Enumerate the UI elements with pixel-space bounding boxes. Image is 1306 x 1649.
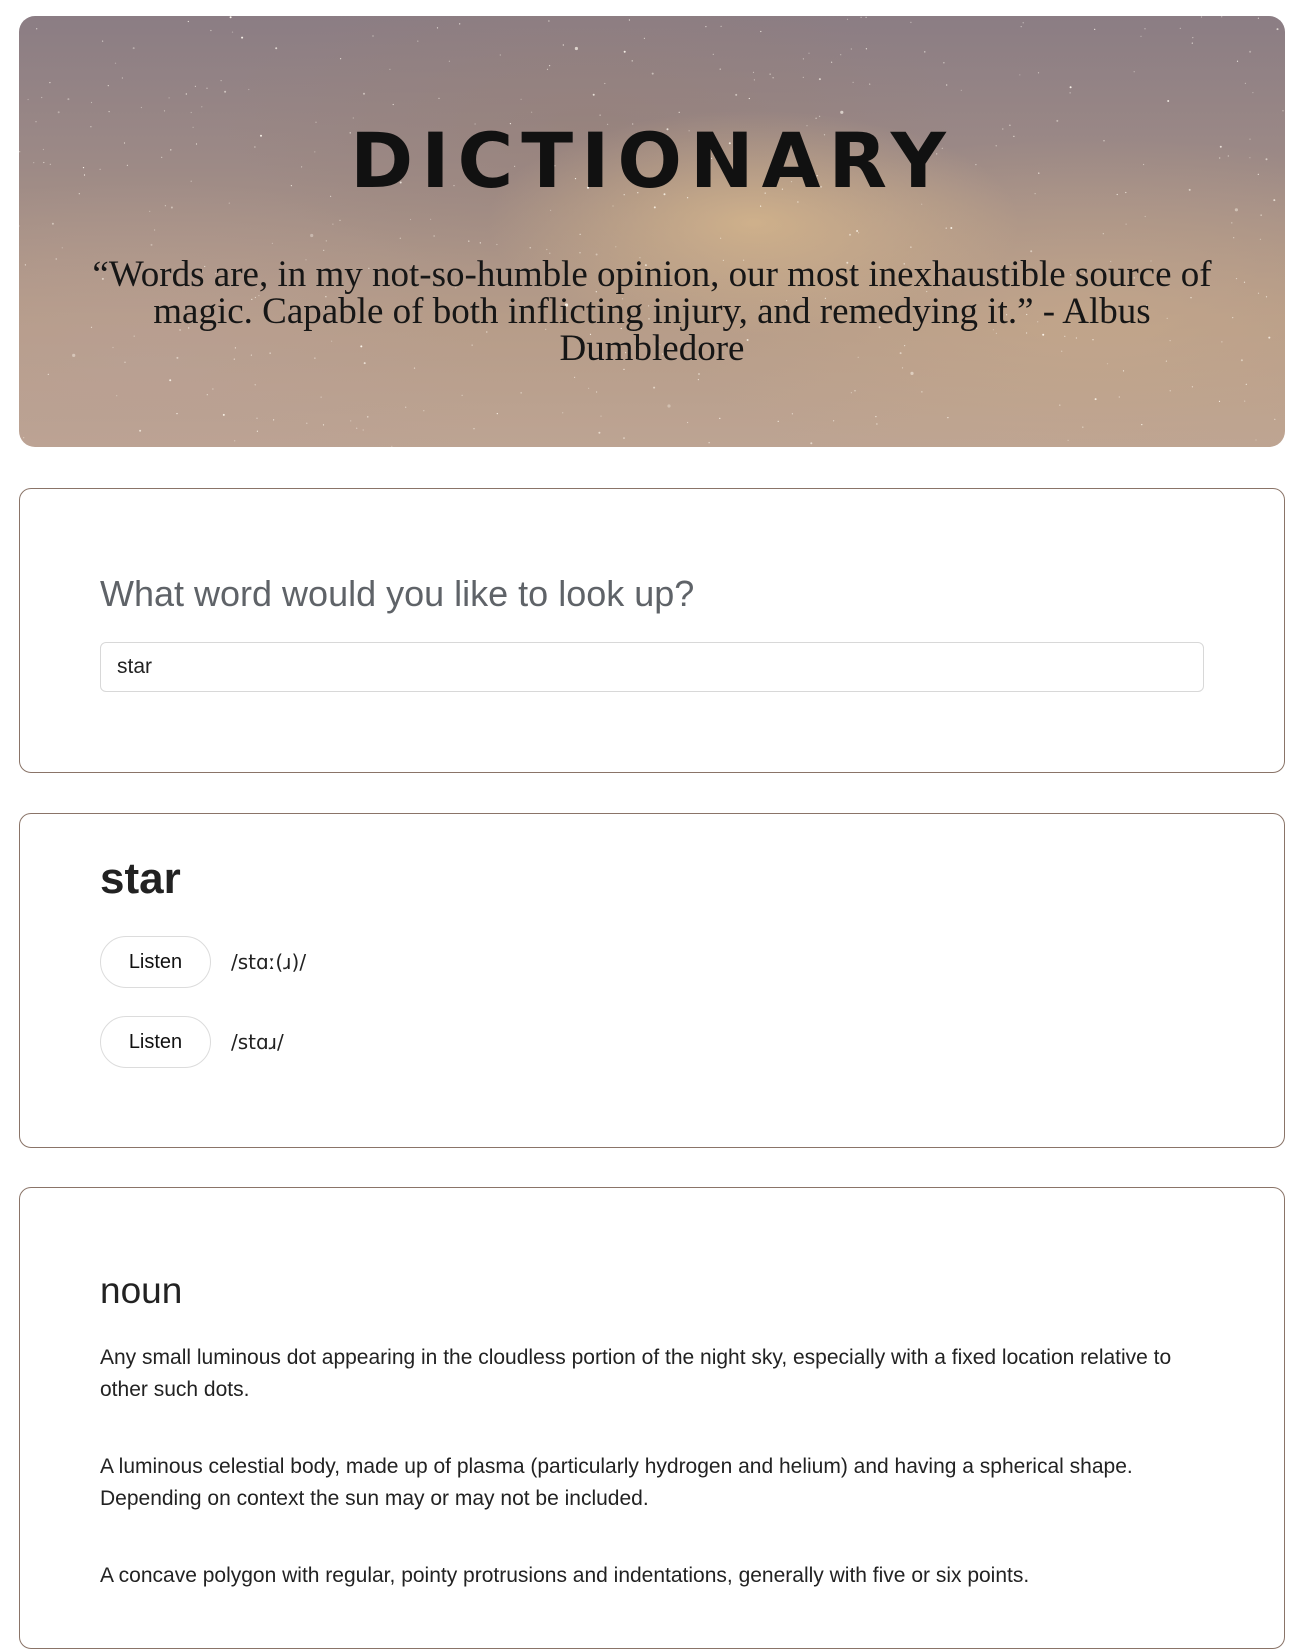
star-dot (310, 234, 313, 237)
star-dot (306, 423, 307, 424)
star-dot (1126, 224, 1127, 225)
star-dot (623, 437, 625, 439)
star-dot (858, 232, 859, 233)
star-dot (563, 44, 564, 45)
star-dot (1070, 86, 1072, 88)
star-dot (705, 26, 706, 27)
star-dot (921, 391, 922, 392)
star-dot (1103, 233, 1104, 234)
star-dot (1192, 37, 1193, 38)
star-dot (1094, 29, 1095, 30)
star-dot (853, 82, 854, 83)
star-dot (363, 429, 364, 430)
star-dot (1059, 405, 1060, 406)
star-dot (257, 431, 258, 432)
star-dot (438, 98, 439, 99)
star-dot (720, 238, 721, 239)
star-dot (1082, 427, 1083, 428)
star-dot (548, 20, 549, 21)
listen-button[interactable]: Listen (100, 1016, 211, 1068)
star-dot (831, 62, 832, 63)
star-dot (367, 416, 368, 417)
star-dot (102, 41, 103, 42)
star-dot (615, 246, 616, 247)
star-dot (115, 63, 116, 64)
star-dot (195, 86, 196, 87)
star-dot (854, 390, 855, 391)
star-dot (679, 112, 680, 113)
star-dot (1219, 401, 1220, 402)
star-dot (151, 244, 153, 246)
star-dot (1038, 72, 1039, 73)
star-dot (1134, 71, 1135, 72)
star-dot (1123, 370, 1124, 371)
star-dot (164, 110, 165, 111)
star-dot (462, 395, 463, 396)
star-dot (221, 80, 222, 81)
star-dot (667, 404, 670, 407)
star-dot (1167, 100, 1169, 102)
search-card (19, 488, 1285, 773)
star-dot (1068, 440, 1069, 441)
star-dot (598, 432, 600, 434)
star-dot (753, 72, 754, 73)
star-dot (212, 388, 213, 389)
star-dot (1237, 61, 1238, 62)
star-dot (875, 416, 876, 417)
star-dot (721, 26, 722, 27)
star-dot (1246, 384, 1247, 385)
star-dot (210, 30, 211, 31)
star-dot (687, 422, 688, 423)
star-dot (430, 219, 431, 220)
star-dot (546, 249, 547, 250)
star-dot (28, 99, 29, 100)
word-card (19, 813, 1285, 1148)
star-dot (410, 219, 411, 220)
star-dot (332, 224, 333, 225)
star-dot (206, 88, 207, 89)
star-dot (393, 104, 394, 105)
star-dot (171, 207, 173, 209)
star-dot (849, 234, 851, 236)
star-dot (56, 258, 57, 259)
star-dot (866, 48, 867, 49)
star-dot (230, 16, 232, 18)
star-dot (735, 94, 737, 96)
star-dot (1245, 83, 1246, 84)
star-dot (1231, 222, 1232, 223)
star-dot (1252, 92, 1253, 93)
star-dot (91, 102, 92, 103)
star-dot (417, 41, 418, 42)
star-dot (1201, 16, 1202, 17)
star-dot (629, 19, 630, 20)
star-dot (851, 48, 852, 49)
star-dot (1030, 250, 1032, 252)
definition: A luminous celestial body, made up of plasma (particularly hydrogen and helium) and having a spherical shape. Depending on context the sun may or may not be included. (100, 1455, 1133, 1510)
star-dot (709, 442, 710, 443)
star-dot (861, 17, 862, 18)
star-dot (910, 372, 913, 375)
part-of-speech: noun (100, 1270, 183, 1311)
star-dot (902, 367, 903, 368)
star-dot (52, 223, 54, 225)
star-dot (116, 395, 117, 396)
starfield-background (19, 16, 1285, 447)
star-dot (363, 93, 365, 95)
star-dot (133, 47, 135, 49)
star-dot (186, 93, 187, 94)
meaning-card (19, 1187, 1285, 1649)
star-dot (232, 32, 233, 33)
star-dot (1244, 401, 1245, 402)
star-dot (1019, 74, 1020, 75)
star-dot (713, 54, 714, 55)
star-dot (808, 53, 809, 54)
star-dot (612, 205, 613, 206)
star-dot (389, 69, 390, 70)
star-dot (792, 413, 793, 414)
star-dot (531, 112, 532, 113)
star-dot (562, 412, 563, 413)
star-dot (326, 240, 327, 241)
star-dot (549, 65, 550, 66)
star-dot (468, 241, 469, 242)
star-dot (521, 99, 522, 100)
star-dot (423, 410, 424, 411)
phonetic-row (100, 1016, 284, 1068)
star-dot (36, 28, 37, 29)
star-dot (188, 21, 189, 22)
star-dot (58, 111, 60, 113)
star-dot (154, 229, 155, 230)
star-dot (207, 394, 208, 395)
star-dot (275, 47, 277, 49)
star-dot (1282, 110, 1283, 111)
star-dot (1235, 208, 1238, 211)
listen-button[interactable]: Listen (100, 936, 211, 988)
star-dot (1221, 16, 1222, 17)
star-dot (720, 69, 721, 70)
star-dot (1233, 237, 1234, 238)
star-dot (241, 37, 243, 39)
star-dot (632, 60, 633, 61)
star-dot (654, 206, 656, 208)
star-dot (698, 373, 700, 375)
star-dot (866, 17, 867, 18)
star-dot (223, 414, 225, 416)
star-dot (1170, 390, 1171, 391)
star-dot (760, 206, 761, 207)
star-dot (819, 78, 821, 80)
star-dot (760, 31, 761, 32)
star-dot (593, 94, 595, 96)
star-dot (139, 430, 141, 432)
star-dot (25, 264, 26, 265)
star-dot (1141, 424, 1142, 425)
star-dot (49, 82, 50, 83)
star-dot (869, 84, 870, 85)
star-dot (521, 392, 522, 393)
star-dot (810, 442, 812, 444)
star-dot (851, 392, 852, 393)
star-dot (108, 85, 109, 86)
star-dot (255, 384, 256, 385)
star-dot (950, 227, 952, 229)
star-dot (770, 74, 771, 75)
star-dot (946, 228, 947, 229)
star-dot (256, 418, 257, 419)
star-dot (1070, 92, 1071, 93)
star-dot (48, 374, 49, 375)
star-dot (1274, 419, 1275, 420)
star-dot (596, 391, 597, 392)
star-dot (1249, 51, 1251, 53)
star-dot (910, 22, 911, 23)
star-dot (19, 225, 20, 226)
star-dot (480, 242, 481, 243)
star-dot (574, 377, 575, 378)
star-dot (234, 440, 235, 441)
star-dot (1145, 216, 1146, 217)
star-dot (1277, 28, 1279, 30)
star-dot (414, 368, 415, 369)
star-dot (803, 58, 804, 59)
phonetic-row (100, 936, 306, 988)
star-dot (719, 418, 720, 419)
phonetic-text: /stɑɹ/ (231, 1030, 284, 1054)
star-dot (550, 210, 551, 211)
star-dot (191, 112, 192, 113)
star-dot (1180, 28, 1181, 29)
hero-quote: “Words are, in my not-so-humble opinion, our most inexhaustible source of magic. Capable of both inflicting injury, and remedying it.” - Albus Dumbledore (92, 254, 1212, 369)
star-dot (840, 54, 841, 55)
star-dot (604, 83, 605, 84)
star-dot (1266, 296, 1267, 297)
star-dot (1244, 282, 1245, 283)
star-dot (847, 19, 848, 20)
star-dot (459, 23, 460, 24)
star-dot (803, 77, 804, 78)
star-dot (943, 62, 944, 63)
star-dot (473, 428, 474, 429)
star-dot (1241, 359, 1243, 361)
star-dot (754, 79, 755, 80)
star-dot (856, 230, 858, 232)
star-dot (321, 397, 322, 398)
star-dot (644, 38, 645, 39)
star-dot (600, 416, 601, 417)
star-dot (575, 47, 578, 50)
star-dot (749, 98, 750, 99)
star-dot (437, 27, 438, 28)
star-dot (580, 234, 581, 235)
star-dot (176, 413, 177, 414)
star-dot (1119, 396, 1120, 397)
star-dot (149, 211, 150, 212)
star-dot (339, 220, 340, 221)
star-dot (530, 247, 531, 248)
star-dot (946, 84, 947, 85)
star-dot (323, 424, 324, 425)
star-dot (122, 77, 123, 78)
star-dot (910, 247, 911, 248)
star-dot (1023, 22, 1024, 23)
star-dot (947, 417, 948, 418)
star-dot (340, 58, 341, 59)
search-heading: What word would you like to look up? (100, 573, 695, 614)
star-dot (698, 379, 699, 380)
star-dot (67, 98, 69, 100)
star-dot (273, 419, 274, 420)
star-dot (1095, 398, 1097, 400)
star-dot (350, 420, 351, 421)
star-dot (272, 243, 273, 244)
star-dot (356, 428, 357, 429)
star-dot (773, 77, 774, 78)
word-title: star (100, 854, 181, 903)
star-dot (1236, 278, 1237, 279)
star-dot (224, 91, 226, 93)
star-dot (876, 423, 877, 424)
star-dot (778, 421, 779, 422)
star-dot (169, 379, 171, 381)
star-dot (248, 89, 249, 90)
star-dot (165, 205, 166, 206)
star-dot (169, 97, 170, 98)
star-dot (652, 73, 654, 75)
star-dot (1261, 215, 1262, 216)
star-dot (833, 420, 834, 421)
star-dot (496, 244, 497, 245)
star-dot (372, 35, 373, 36)
star-dot (41, 97, 42, 98)
star-dot (405, 407, 406, 408)
star-dot (1140, 36, 1141, 37)
star-dot (588, 388, 589, 389)
star-dot (449, 61, 450, 62)
hero-banner (19, 16, 1285, 447)
star-dot (1144, 28, 1145, 29)
search-input[interactable] (100, 642, 1204, 692)
star-dot (1255, 439, 1256, 440)
star-dot (141, 107, 142, 108)
star-dot (500, 54, 501, 55)
star-dot (961, 90, 962, 91)
star-dot (434, 235, 435, 236)
star-dot (1021, 26, 1022, 27)
star-dot (1268, 337, 1270, 339)
star-dot (547, 69, 548, 70)
star-dot (323, 250, 324, 251)
star-dot (62, 247, 63, 248)
phonetic-text: /stɑː(ɹ)/ (231, 950, 307, 974)
star-dot (109, 111, 110, 112)
star-dot (497, 413, 498, 414)
star-dot (1192, 43, 1193, 44)
star-dot (840, 111, 843, 114)
definition: A concave polygon with regular, pointy protrusions and indentations, generally with five or six points. (100, 1564, 1030, 1587)
star-dot (391, 446, 392, 447)
star-dot (653, 387, 655, 389)
star-dot (23, 437, 24, 438)
star-dot (1258, 18, 1259, 19)
star-dot (924, 51, 925, 52)
star-dot (624, 51, 626, 53)
star-dot (201, 106, 202, 107)
star-dot (400, 238, 401, 239)
definition: Any small luminous dot appearing in the cloudless portion of the night sky, especially with a fixed location relative to other such dots. (100, 1346, 1172, 1401)
star-dot (1258, 293, 1259, 294)
star-dot (1192, 386, 1193, 387)
star-dot (1260, 239, 1261, 240)
site-title: DICTIONARY (350, 116, 954, 205)
